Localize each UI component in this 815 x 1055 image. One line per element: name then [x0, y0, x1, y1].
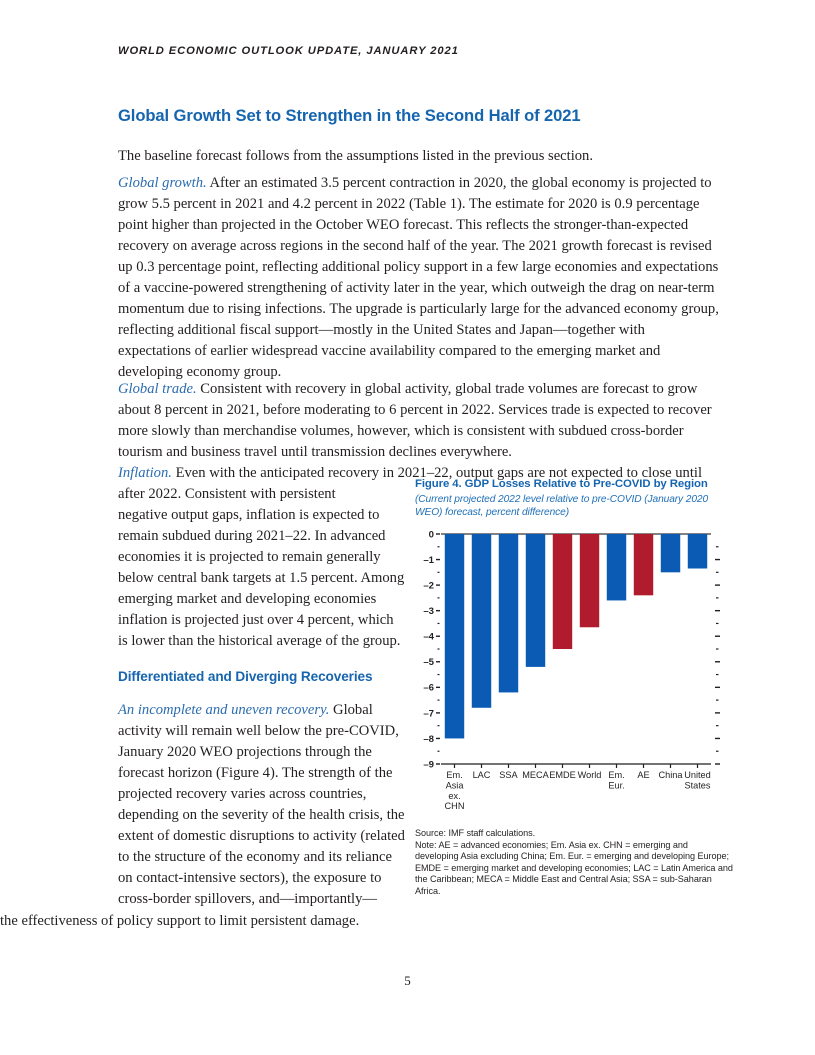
chart-bar [688, 534, 707, 569]
paragraph-baseline: The baseline forecast follows from the assumptions listed in the previous section. [118, 147, 594, 164]
y-tick-label: 0 [428, 529, 434, 541]
lead-in-uneven-recovery: An incomplete and uneven recovery. [118, 701, 330, 718]
y-tick-label: –6 [423, 682, 434, 694]
y-tick-label: –8 [423, 733, 434, 745]
page-number: 5 [404, 973, 411, 988]
figure-note: Note: AE = advanced economies; Em. Asia ex. CHN = emerging and developing Asia excluding China; Em. Eur. = emerging and developing Europe; EMDE = emerging market and developing economies; LAC = Latin America and the Caribbean; MECA = Middle East and Central Asia; SSA = sub-Saharan Africa. [415, 839, 733, 896]
figure-4 [415, 477, 733, 898]
x-axis-category-label: China [658, 770, 683, 780]
chart-bar [499, 534, 518, 692]
x-axis-category-label: ex. [448, 790, 461, 801]
figure-notes [415, 828, 733, 898]
chart-bar [634, 534, 653, 595]
figure-subtitle: (Current projected 2022 level relative to pre-COVID (January 2020 WEO) forecast, percent difference) [415, 494, 709, 518]
x-axis-category-label: EMDE [549, 770, 576, 780]
y-tick-label: –4 [423, 631, 434, 643]
chart-bar [526, 534, 545, 667]
x-axis-category-label: MECA [522, 770, 549, 780]
y-tick-label: –3 [423, 606, 434, 618]
chart-bar [553, 534, 572, 649]
paragraph-uneven-recovery [118, 700, 406, 911]
x-axis-category-label: Asia [445, 780, 464, 791]
x-axis-category-label: AE [637, 770, 650, 780]
x-axis-category-label: World [577, 770, 602, 780]
paragraph-global-growth [118, 173, 720, 384]
chart-bar [607, 534, 626, 600]
chart-svg [415, 526, 733, 826]
chart-bar [445, 534, 464, 738]
x-axis-category-label: LAC [472, 770, 491, 780]
y-tick-label: –2 [423, 580, 434, 592]
chart-bar [661, 534, 680, 572]
y-tick-label: –7 [423, 708, 434, 720]
x-axis-category-label: CHN [444, 801, 465, 812]
paragraph-tail: the effectiveness of policy support to limit persistent damage. [0, 912, 360, 929]
y-tick-label: –5 [423, 657, 434, 669]
x-axis-category-label: Eur. [608, 780, 625, 791]
x-axis-category-label: Em. [608, 770, 625, 780]
figure-source: Source: IMF staff calculations. [415, 828, 536, 838]
paragraph-global-trade [118, 379, 720, 463]
lead-in-inflation: Inflation. [118, 464, 172, 481]
paragraph-uneven-recovery-body: Global activity will remain well below the pre-COVID, January 2020 WEO projections through the forecast horizon (Figure 4). The strength of the projected recovery varies across countries, depending on the severity of the health crisis, the extent of domestic disruptions to activity (related to the structure of the economy and its reliance on contact-intensive sectors), the exposure to cross-border spillovers, and—importantly— [118, 701, 405, 908]
x-axis-category-label: Em. [446, 770, 463, 780]
chart-bar [580, 534, 599, 627]
figure-title: Figure 4. GDP Losses Relative to Pre-COVID by Region [415, 478, 708, 490]
chart-bar [472, 534, 491, 708]
running-header: WORLD ECONOMIC OUTLOOK UPDATE, JANUARY 2021 [118, 45, 459, 57]
y-tick-label: –9 [423, 759, 434, 771]
paragraph-global-growth-body: After an estimated 3.5 percent contraction in 2020, the global economy is projected to grow 5.5 percent in 2021 and 4.2 percent in 2022 (Table 1). The estimate for 2020 is 0.9 percentage point higher than projected in the October WEO forecast. This reflects the stronger-than-expected recovery on average across regions in the second half of the year. The 2021 growth forecast is revised up 0.3 percentage point, reflecting additional policy support in a few large economies and expectations of a vaccine-powered strengthening of activity later in the year, which outweigh the drag on near-term momentum due to rising infections. The upgrade is particularly large for the advanced economy group, reflecting additional fiscal support—mostly in the United States and Japan—together with expectations of earlier widespread vaccine availability compared to the emerging market and developing economy group. [118, 174, 719, 381]
paragraph-inflation-intro-body: Even with the anticipated recovery in 2021–22, output gaps are not expected to close until after 2022. Consistent with persistent [118, 464, 703, 502]
x-axis-category-label: United [684, 770, 711, 780]
page-title: Global Growth Set to Strengthen in the Second Half of 2021 [118, 106, 581, 126]
lead-in-global-growth: Global growth. [118, 174, 207, 191]
paragraph-inflation-continued: negative output gaps, inflation is expected to remain subdued during 2021–22. In advanced economies it is projected to remain generally below central bank targets at 1.5 percent. Among emerging market and developing economies inflation is projected just over 4 percent, which is lower than the historical average of the group. [118, 506, 405, 650]
x-axis-category-label: States [684, 780, 711, 791]
section-heading-differentiated-recoveries: Differentiated and Diverging Recoveries [118, 669, 373, 685]
lead-in-global-trade: Global trade. [118, 380, 197, 397]
y-tick-label: –1 [423, 554, 434, 566]
chart-bar-gdp-losses [415, 526, 733, 826]
x-axis-category-label: SSA [499, 770, 518, 780]
paragraph-global-trade-body: Consistent with recovery in global activity, global trade volumes are forecast to grow about 8 percent in 2021, before moderating to 6 percent in 2022. Services trade is expected to recover more slowly than merchandise volumes, however, which is consistent with subdued cross-border tourism and business travel until transmission declines everywhere. [118, 380, 712, 460]
